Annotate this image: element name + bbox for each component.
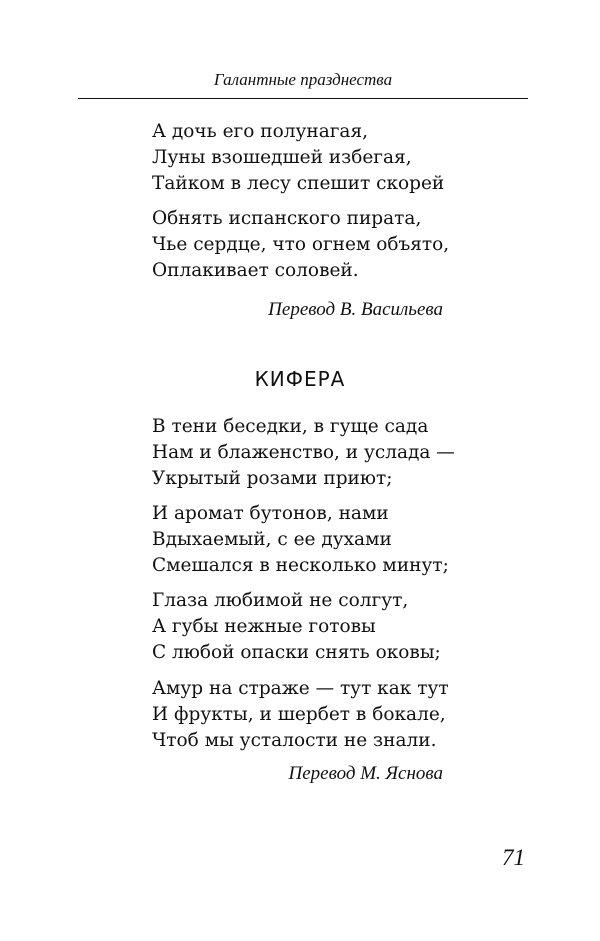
stanza <box>152 414 455 492</box>
verse-line: С любой опаски снять оковы; <box>152 642 441 663</box>
stanza <box>152 588 441 666</box>
verse-line: Тайком в лесу спешит скорей <box>152 173 445 194</box>
poem-title: КИФЕРА <box>254 367 346 391</box>
page-number: 71 <box>502 845 525 870</box>
verse-line: Оплакивает соловей. <box>152 260 359 281</box>
verse-line: А дочь его полунагая, <box>152 121 369 142</box>
verse-line: Укрытый розами приют; <box>152 468 393 489</box>
verse-line: В тени беседки, в гуще сада <box>152 416 429 437</box>
verse-line: Нам и блаженство, и услада — <box>152 442 455 463</box>
verse-line: Глаза любимой не солгут, <box>152 590 409 611</box>
header-rule <box>78 98 528 99</box>
stanza <box>152 501 449 579</box>
verse-line: И фрукты, и шербет в бокале, <box>152 704 446 725</box>
translator-credit: Перевод В. Васильева <box>268 299 443 320</box>
verse-line: Луны взошедшей избегая, <box>152 147 412 168</box>
verse-line: Амур на страже — тут как тут <box>152 678 449 699</box>
stanza <box>152 676 449 754</box>
running-head: Галантные празднества <box>213 70 393 89</box>
stanza <box>152 206 449 284</box>
verse-line: Чье сердце, что огнем объято, <box>152 234 450 255</box>
verse-line: Смешался в несколько минут; <box>152 555 449 576</box>
verse-line: Чтоб мы усталости не знали. <box>152 730 437 751</box>
translator-credit: Перевод М. Яснова <box>288 763 443 784</box>
stanza <box>152 119 444 197</box>
verse-line: А губы нежные готовы <box>152 616 376 637</box>
verse-line: И аромат бутонов, нами <box>152 503 389 524</box>
verse-line: Обнять испанского пирата, <box>152 208 422 229</box>
verse-line: Вдыхаемый, с ее духами <box>152 529 392 550</box>
